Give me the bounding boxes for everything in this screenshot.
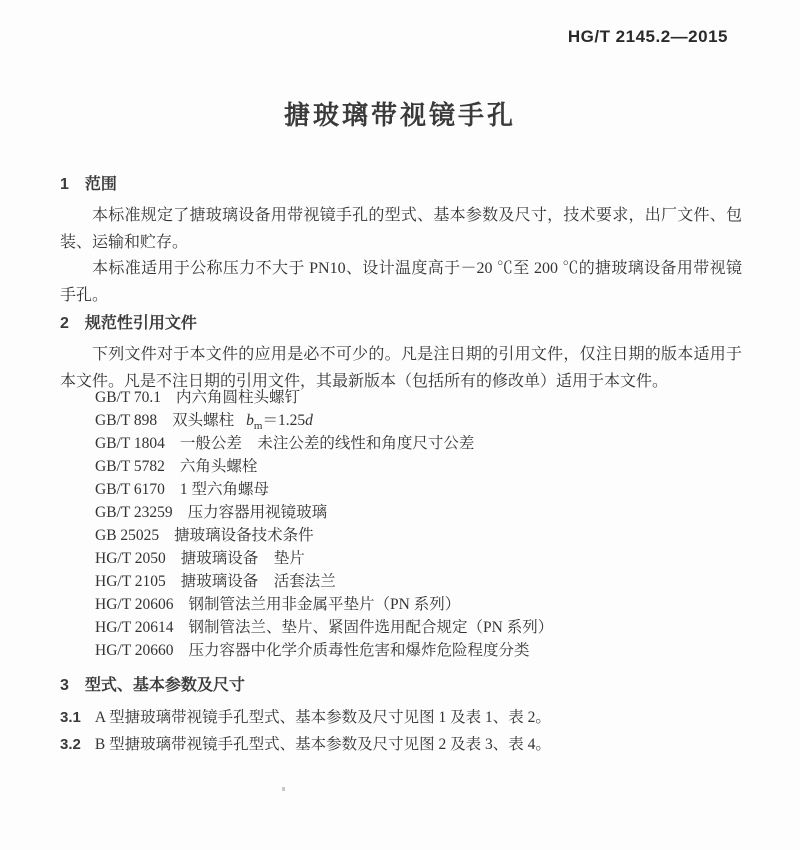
paragraph-scope-1: 本标准规定了搪玻璃设备用带视镜手孔的型式、基本参数及尺寸，技术要求，出厂文件、包装、运输和贮存。 [60,207,742,251]
paragraph-normative-refs: 下列文件对于本文件的应用是必不可少的。凡是注日期的引用文件，仅注日期的版本适用于本文件。凡是不注日期的引用文件，其最新版本（包括所有的修改单）适用于本文件。 [60,346,742,390]
reference-code: GB/T 6170 [95,481,165,498]
reference-item [95,501,755,524]
formula-variable: b [246,412,254,429]
reference-item [95,478,755,501]
reference-title: 六角头螺栓 [179,458,258,475]
reference-title: 压力容器用视镜玻璃 [187,504,328,521]
reference-code: GB/T 5782 [95,458,165,475]
reference-title: 钢制管法兰用非金属平垫片（PN 系列） [188,596,461,613]
reference-item [95,616,755,639]
reference-code: GB 25025 [95,527,160,544]
reference-title: 搪玻璃设备 活套法兰 [180,573,336,590]
reference-code: HG/T 2105 [95,573,166,590]
clause-3-1 [60,706,750,730]
section-heading-text: 型式、基本参数及尺寸 [84,677,245,694]
reference-item [95,570,755,593]
reference-code: HG/T 20606 [95,596,174,613]
reference-code: GB/T 898 [95,412,158,429]
reference-code: GB/T 70.1 [95,389,162,406]
reference-code: GB/T 23259 [95,504,173,521]
reference-title: 压力容器中化学介质毒性危害和爆炸危险程度分类 [188,642,530,659]
formula-subscript: m [253,420,263,433]
reference-title: 钢制管法兰、垫片、紧固件选用配合规定（PN 系列） [188,619,554,636]
section-3-heading [60,672,245,695]
section-heading-text: 范围 [84,176,117,193]
reference-item [95,386,755,409]
clause-text: B 型搪玻璃带视镜手孔型式、基本参数及尺寸见图 2 及表 3、表 4。 [94,736,551,753]
clause-number: 3.2 [60,736,81,753]
scan-artifact [282,787,285,791]
reference-code: HG/T 20614 [95,619,174,636]
paragraph-scope-2: 本标准适用于公称压力不大于 PN10、设计温度高于－20 ℃至 200 ℃的搪玻璃设备用带视镜手孔。 [60,260,742,304]
section-1-heading [60,171,117,194]
clause-text: A 型搪玻璃带视镜手孔型式、基本参数及尺寸见图 1 及表 1、表 2。 [94,709,551,726]
reference-title: 搪玻璃设备技术条件 [174,527,314,544]
reference-item [95,593,755,616]
section-heading-text: 规范性引用文件 [84,315,197,332]
reference-title: 内六角圆柱头螺钉 [176,389,301,406]
section-number: 2 [60,315,69,332]
section-number: 1 [60,176,69,193]
standard-number: HG/T 2145.2—2015 [567,27,728,46]
reference-item [95,432,755,455]
reference-item [95,409,755,432]
section-number: 3 [60,677,69,694]
reference-title: 1 型六角螺母 [179,481,270,498]
reference-item [95,455,755,478]
reference-code: HG/T 2050 [95,550,166,567]
reference-code: HG/T 20660 [95,642,174,659]
reference-title: 一般公差 未注公差的线性和角度尺寸公差 [179,435,475,452]
reference-formula [246,412,313,433]
reference-title: 搪玻璃设备 垫片 [180,550,305,567]
reference-item [95,639,755,662]
section-2-heading [60,310,197,333]
reference-list [95,386,755,662]
reference-item [95,547,755,570]
reference-item [95,524,755,547]
clause-number: 3.1 [60,709,81,726]
clause-3-2 [60,733,750,757]
reference-code: GB/T 1804 [95,435,165,452]
page-title: 搪玻璃带视镜手孔 [283,100,516,130]
formula-equals: ＝1.25 [262,412,306,429]
reference-title: 双头螺柱 [172,412,235,429]
formula-variable: d [305,412,313,429]
